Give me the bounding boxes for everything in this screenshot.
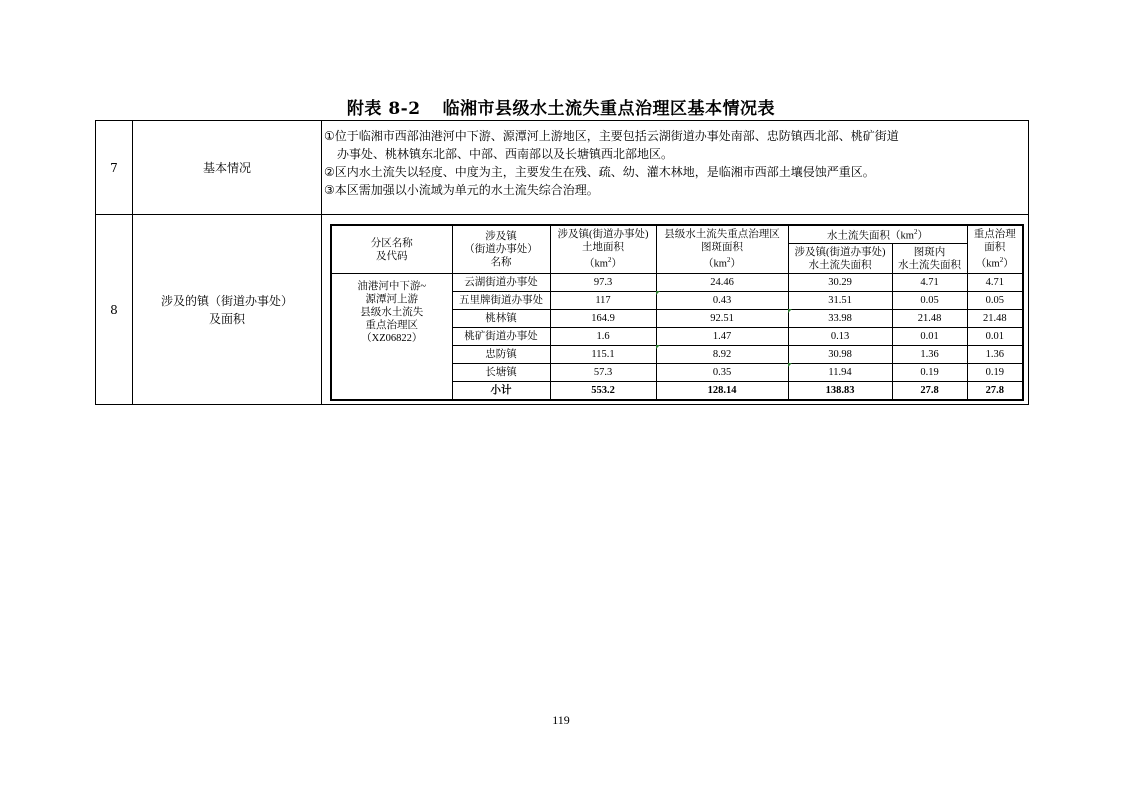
row-label: 基本情况 (133, 121, 322, 215)
page-title (0, 94, 1122, 119)
header-erosion-patch: 图斑内 水土流失面积 (892, 244, 967, 274)
erosion-patch-area: 4.71 (892, 274, 967, 292)
erosion-town-area: 0.13 (788, 328, 892, 346)
row-towns-area (96, 215, 1029, 405)
town-name: 桃林镇 (452, 310, 550, 328)
header-town: 涉及镇 （街道办事处） 名称 (452, 225, 550, 274)
page-number: 119 (552, 713, 570, 727)
land-area: 117 (550, 292, 656, 310)
patch-area: 1.47 (656, 328, 788, 346)
erosion-patch-area: 1.36 (892, 346, 967, 364)
erosion-patch-area: 0.19 (892, 364, 967, 382)
zone-name: 油港河中下游~ 源潭河上游 县级水土流失 重点治理区 （XZ06822） (331, 274, 452, 401)
table-title: 临湘市县级水土流失重点治理区基本情况表 (442, 99, 776, 119)
total-key-area: 27.8 (967, 382, 1023, 401)
key-area: 0.19 (967, 364, 1023, 382)
key-area: 21.48 (967, 310, 1023, 328)
erosion-patch-area: 0.01 (892, 328, 967, 346)
town-name: 长塘镇 (452, 364, 550, 382)
row-number: 7 (96, 121, 133, 215)
total-patch-area: 128.14 (656, 382, 788, 401)
erosion-patch-area: 0.05 (892, 292, 967, 310)
row-number: 8 (96, 215, 133, 405)
patch-area: 0.43 (656, 292, 788, 310)
key-area: 1.36 (967, 346, 1023, 364)
info-line: ①位于临湘市西部油港河中下游、源潭河上游地区，主要包括云湖街道办事处南部、忠防镇西北部、桃矿街道 (324, 129, 899, 143)
inner-table-cell (322, 215, 1029, 405)
basic-info-text (322, 121, 1029, 215)
header-zone: 分区名称 及代码 (331, 225, 452, 274)
header-land-area: 涉及镇(街道办事处) 土地面积 $(km^2)$ (550, 225, 656, 274)
erosion-town-area: 30.29 (788, 274, 892, 292)
town-name: 云湖街道办事处 (452, 274, 550, 292)
row-label (133, 215, 322, 405)
land-area: 1.6 (550, 328, 656, 346)
patch-area: 8.92 (656, 346, 788, 364)
patch-area: 92.51 (656, 310, 788, 328)
land-area: 57.3 (550, 364, 656, 382)
town-name: 桃矿街道办事处 (452, 328, 550, 346)
erosion-patch-area: 21.48 (892, 310, 967, 328)
erosion-town-area: 33.98 (788, 310, 892, 328)
header-key-area: 重点治理 面积 $(km^2)$ (967, 225, 1023, 274)
info-line: ③本区需加强以小流域为单元的水土流失综合治理。 (324, 183, 599, 197)
erosion-town-area: 11.94 (788, 364, 892, 382)
key-area: 0.05 (967, 292, 1023, 310)
land-area: 97.3 (550, 274, 656, 292)
header-erosion-group: 水土流失面积$(km^2)$ (788, 225, 967, 244)
row-label-line: 及面积 (208, 311, 245, 326)
header-erosion-town: 涉及镇(街道办事处) 水土流失面积 (788, 244, 892, 274)
table-row (331, 274, 1023, 292)
row-basic-info (96, 121, 1029, 215)
key-area: 0.01 (967, 328, 1023, 346)
towns-area-table (330, 224, 1024, 401)
row-label-line: 涉及的镇（街道办事处） (160, 293, 293, 308)
header-row (331, 225, 1023, 244)
total-land-area: 553.2 (550, 382, 656, 401)
erosion-town-area: 30.98 (788, 346, 892, 364)
total-erosion-town-area: 138.83 (788, 382, 892, 401)
info-line: 办事处、桃林镇东北部、中部、西南部以及长塘镇西北部地区。 (337, 147, 674, 161)
patch-area: 0.35 (656, 364, 788, 382)
info-line: ②区内水土流失以轻度、中度为主，主要发生在残、疏、幼、灌木林地，是临湘市西部土壤侵蚀严重区。 (324, 165, 875, 179)
town-name: 忠防镇 (452, 346, 550, 364)
total-label: 小计 (452, 382, 550, 401)
land-area: 164.9 (550, 310, 656, 328)
main-table (95, 120, 1029, 405)
land-area: 115.1 (550, 346, 656, 364)
total-erosion-patch-area: 27.8 (892, 382, 967, 401)
town-name: 五里牌街道办事处 (452, 292, 550, 310)
header-patch-area: 县级水土流失重点治理区 图斑面积 $(km^2)$ (656, 225, 788, 274)
patch-area: 24.46 (656, 274, 788, 292)
table-number: 附表 8-2 (346, 99, 421, 119)
erosion-town-area: 31.51 (788, 292, 892, 310)
key-area: 4.71 (967, 274, 1023, 292)
